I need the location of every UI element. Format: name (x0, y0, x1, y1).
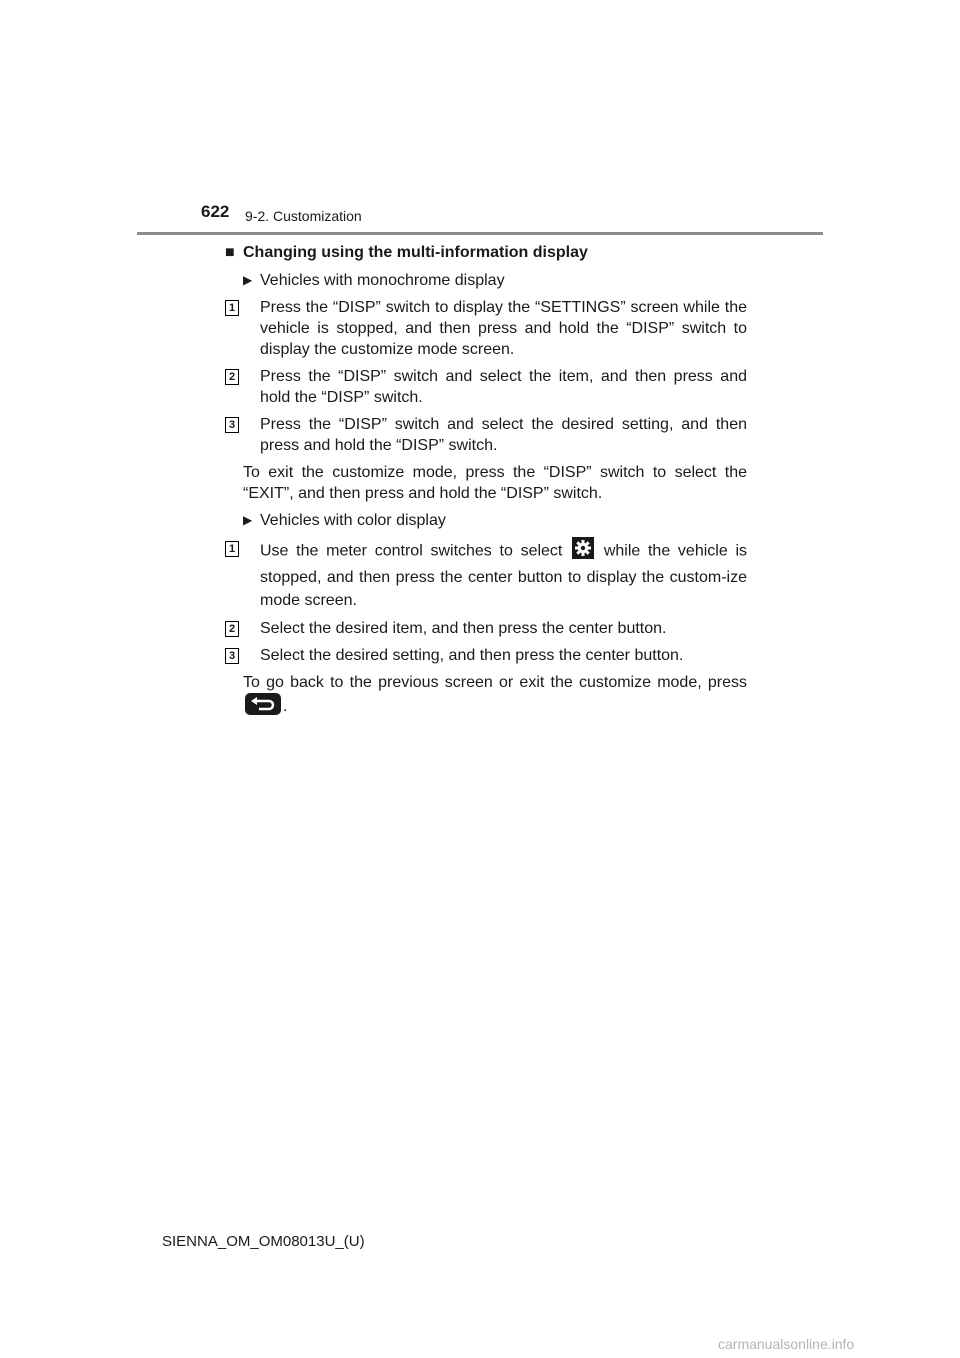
step-number: 1 (225, 300, 239, 316)
variant-monochrome (225, 270, 747, 291)
step-item (225, 537, 747, 612)
heading-square-marker: ■ (225, 244, 235, 261)
exit-note: To exit the customize mode, press the “DISP” switch to select the “EXIT”, and then press and hold the “DISP” switch. (243, 464, 747, 502)
step-item (225, 297, 747, 360)
section-heading (225, 242, 747, 263)
step-text: Press the “DISP” switch to display the “SETTINGS” screen while the vehicle is stopped, and then press and hold the “DISP” switch to display the customize mode screen. (260, 299, 747, 358)
variant-label: Vehicles with color display (260, 512, 446, 529)
step-number: 3 (225, 417, 239, 433)
step-item (225, 618, 747, 639)
step-item (225, 645, 747, 666)
section-title: 9-2. Customization (245, 208, 362, 224)
triangle-bullet-icon: ▶ (243, 513, 253, 527)
page-number: 622 (201, 202, 230, 221)
step-number: 3 (225, 648, 239, 664)
gear-icon (572, 537, 594, 566)
note-text-part: . (283, 698, 288, 716)
step-number: 2 (225, 621, 239, 637)
document-id-footer: SIENNA_OM_OM08013U_(U) (162, 1233, 365, 1250)
step-item (225, 414, 747, 456)
watermark: carmanualsonline.info (718, 1336, 855, 1352)
note-text-part: To go back to the previous screen or exit the customize mode, press (243, 674, 747, 691)
triangle-bullet-icon: ▶ (243, 273, 253, 287)
step-text-part: Use the meter control switches to select (260, 542, 563, 560)
heading-text: Changing using the multi-information display (243, 244, 588, 261)
step-text: Select the desired setting, and then press the center button. (260, 647, 684, 664)
page-content (225, 242, 747, 727)
back-icon (245, 693, 281, 721)
variant-color (225, 510, 747, 531)
step-number: 2 (225, 369, 239, 385)
step-text: Select the desired item, and then press the center button. (260, 620, 667, 637)
variant-label: Vehicles with monochrome display (260, 272, 505, 289)
step-text: Press the “DISP” switch and select the desired setting, and then press and hold the “DISP” switch. (260, 416, 747, 454)
step-text-part: while the vehicle is stopped, and then press the center button to display the custom-ize mode screen. (260, 542, 748, 609)
back-note (225, 672, 747, 721)
step-item (225, 366, 747, 408)
header-divider (137, 232, 823, 235)
step-text: Press the “DISP” switch and select the item, and then press and hold the “DISP” switch. (260, 368, 747, 406)
step-number: 1 (225, 541, 239, 557)
